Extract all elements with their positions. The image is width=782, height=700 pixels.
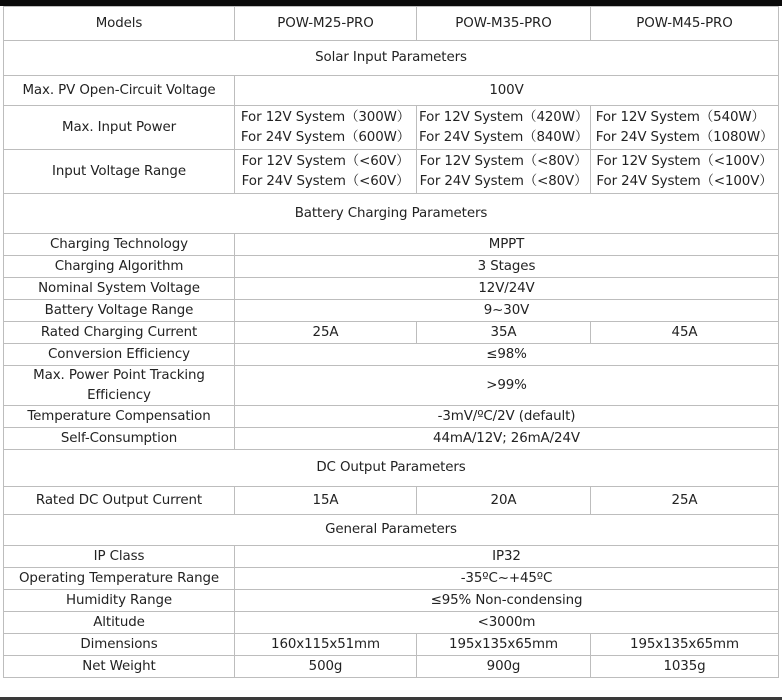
row-label: Net Weight (4, 656, 235, 678)
row-value-m35 (417, 150, 591, 194)
row-label: Nominal System Voltage (4, 278, 235, 300)
row-value-m35: 35A (417, 322, 591, 344)
value-line-12v: For 12V System（540W） (595, 110, 765, 125)
row-value: ≤95% Non-condensing (235, 590, 779, 612)
value-line-24v: For 24V System（1080W） (595, 129, 774, 145)
row-label: Temperature Compensation (4, 406, 235, 428)
row-value-m25: 160x115x51mm (235, 634, 417, 656)
section-battery-charging (4, 194, 779, 234)
row-operating-temperature (4, 568, 779, 590)
section-title: Battery Charging Parameters (4, 194, 779, 234)
section-title: DC Output Parameters (4, 450, 779, 487)
row-ip-class (4, 546, 779, 568)
row-label: Max. PV Open-Circuit Voltage (4, 76, 235, 106)
header-label: Models (4, 7, 235, 41)
row-label: Rated DC Output Current (4, 487, 235, 515)
row-label: Operating Temperature Range (4, 568, 235, 590)
row-dimensions (4, 634, 779, 656)
row-humidity-range (4, 590, 779, 612)
row-value-m25 (235, 150, 417, 194)
row-label: Self-Consumption (4, 428, 235, 450)
value-line-24v: For 24V System（<80V） (419, 173, 588, 189)
value-line-24v: For 24V System（840W） (419, 129, 589, 145)
row-rated-charging-current (4, 322, 779, 344)
row-value-m45: 1035g (591, 656, 779, 678)
row-charging-technology (4, 234, 779, 256)
row-value: 12V/24V (235, 278, 779, 300)
row-value-m25: 15A (235, 487, 417, 515)
row-value: 44mA/12V; 26mA/24V (235, 428, 779, 450)
row-net-weight (4, 656, 779, 678)
row-label: Altitude (4, 612, 235, 634)
header-row (4, 7, 779, 41)
row-value-m25 (235, 106, 417, 150)
value-line-12v: For 12V System（<100V） (596, 154, 773, 169)
row-value: 100V (235, 76, 779, 106)
model-column-m45: POW-M45-PRO (591, 7, 779, 41)
row-label: Rated Charging Current (4, 322, 235, 344)
row-value-m35 (417, 106, 591, 150)
row-value: 3 Stages (235, 256, 779, 278)
row-value: -3mV/ºC/2V (default) (235, 406, 779, 428)
row-value-m45 (591, 150, 779, 194)
row-value: ≤98% (235, 344, 779, 366)
section-title: General Parameters (4, 515, 779, 546)
row-label: Humidity Range (4, 590, 235, 612)
row-altitude (4, 612, 779, 634)
row-label: Max. Input Power (4, 106, 235, 150)
row-self-consumption (4, 428, 779, 450)
row-value-m35: 195x135x65mm (417, 634, 591, 656)
row-value-m45 (591, 106, 779, 150)
section-general (4, 515, 779, 546)
row-value-m45: 45A (591, 322, 779, 344)
row-value-m35: 20A (417, 487, 591, 515)
row-mppt-efficiency (4, 366, 779, 406)
row-value: -35ºC~+45ºC (235, 568, 779, 590)
row-max-input-power (4, 106, 779, 150)
row-label: Conversion Efficiency (4, 344, 235, 366)
row-value-m25: 25A (235, 322, 417, 344)
section-solar-input (4, 41, 779, 76)
row-label: Battery Voltage Range (4, 300, 235, 322)
row-value: 9~30V (235, 300, 779, 322)
row-label: Max. Power Point Tracking Efficiency (4, 366, 235, 406)
row-value-m45: 25A (591, 487, 779, 515)
row-value: <3000m (235, 612, 779, 634)
section-dc-output (4, 450, 779, 487)
row-value: MPPT (235, 234, 779, 256)
row-rated-dc-output-current (4, 487, 779, 515)
row-label: Charging Algorithm (4, 256, 235, 278)
row-value-m45: 195x135x65mm (591, 634, 779, 656)
row-battery-voltage-range (4, 300, 779, 322)
row-value-m35: 900g (417, 656, 591, 678)
value-line-24v: For 24V System（<100V） (596, 173, 773, 189)
row-value-m25: 500g (235, 656, 417, 678)
model-column-m25: POW-M25-PRO (235, 7, 417, 41)
row-label: Input Voltage Range (4, 150, 235, 194)
row-label: IP Class (4, 546, 235, 568)
row-input-voltage-range (4, 150, 779, 194)
row-label: Charging Technology (4, 234, 235, 256)
model-column-m35: POW-M35-PRO (417, 7, 591, 41)
row-value: >99% (235, 366, 779, 406)
section-title: Solar Input Parameters (4, 41, 779, 76)
value-line-24v: For 24V System（<60V） (241, 173, 410, 189)
value-line-12v: For 12V System（<80V） (419, 154, 588, 169)
value-line-24v: For 24V System（600W） (240, 129, 411, 145)
row-max-pv-voc (4, 76, 779, 106)
row-charging-algorithm (4, 256, 779, 278)
row-value: IP32 (235, 546, 779, 568)
value-line-12v: For 12V System（<60V） (241, 154, 410, 169)
row-conversion-efficiency (4, 344, 779, 366)
row-label: Dimensions (4, 634, 235, 656)
row-temperature-compensation (4, 406, 779, 428)
value-line-12v: For 12V System（420W） (419, 110, 589, 125)
spec-table (3, 6, 779, 678)
row-nominal-system-voltage (4, 278, 779, 300)
value-line-12v: For 12V System（300W） (240, 110, 411, 125)
